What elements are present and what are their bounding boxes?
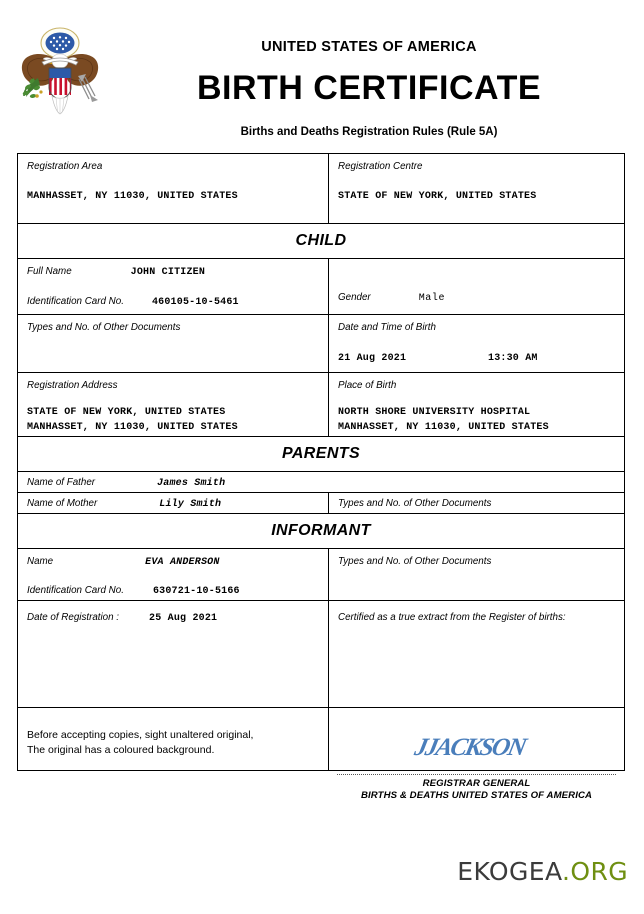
mother-label: Name of Mother (27, 498, 98, 509)
signature-caption (329, 778, 624, 803)
registration-date-cell (18, 601, 329, 707)
rules-subtitle: Births and Deaths Registration Rules (Rule 5A) (240, 125, 498, 138)
child-gender-label: Gender (338, 292, 371, 303)
country-title: UNITED STATES OF AMERICA (261, 39, 477, 55)
footer-note-line2: The original has a coloured background. (27, 744, 215, 757)
registrar-signature: JJACKSON (412, 734, 528, 761)
mother-row (18, 493, 624, 514)
certification-label: Certified as a true extract from the Register of births: (338, 612, 566, 623)
father-row (18, 472, 624, 493)
page-title: BIRTH CERTIFICATE (196, 68, 542, 107)
registration-date-value: 25 Aug 2021 (149, 613, 218, 624)
signature-divider (337, 774, 616, 775)
father-line (27, 476, 615, 492)
site-watermark (457, 857, 628, 886)
informant-name-value: EVA ANDERSON (145, 557, 220, 568)
child-id-label: Identification Card No. (27, 295, 124, 307)
child-section-title: CHILD (295, 232, 347, 249)
informant-id-value: 630721-10-5166 (152, 585, 240, 597)
child-address-row (18, 373, 624, 437)
child-birth-datetime-cell (329, 315, 624, 372)
place-of-birth-label: Place of Birth (338, 380, 397, 391)
child-name-row (18, 259, 624, 315)
child-gender-value: Male (418, 293, 446, 304)
watermark-name: EKOGEA (457, 857, 563, 886)
child-birth-datetime-values (338, 352, 615, 367)
registration-date-row (18, 601, 624, 708)
registration-row (18, 154, 624, 224)
informant-name-line (27, 555, 319, 571)
parents-section-row (18, 437, 624, 472)
place-of-birth-line2: MANHASSET, NY 11030, UNITED STATES (338, 421, 549, 433)
informant-name-label: Name (27, 556, 54, 567)
child-other-documents-cell (18, 315, 329, 372)
registration-area-cell (18, 154, 329, 223)
child-birth-time-value: 13:30 AM (488, 353, 538, 365)
registration-centre-value: STATE OF NEW YORK, UNITED STATES (338, 191, 537, 203)
child-full-name-label: Full Name (27, 266, 72, 277)
footer-note-cell (18, 708, 329, 770)
father-value: James Smith (157, 478, 226, 489)
child-section-row (18, 224, 624, 259)
parents-section-title: PARENTS (281, 445, 361, 462)
registration-date-line (27, 611, 319, 627)
registration-address-label: Registration Address (27, 380, 118, 391)
informant-name-cell (18, 549, 329, 600)
informant-id-label: Identification Card No. (27, 584, 124, 596)
registration-date-label: Date of Registration : (27, 612, 120, 623)
mother-line (27, 497, 319, 513)
certificate-header (0, 0, 644, 138)
child-id-value: 460105-10-5461 (151, 296, 239, 308)
registration-area-value: MANHASSET, NY 11030, UNITED STATES (27, 191, 238, 203)
child-other-documents-label: Types and No. of Other Documents (27, 322, 181, 333)
mother-cell (18, 493, 329, 513)
child-documents-row (18, 315, 624, 373)
watermark-tld: .ORG (562, 857, 628, 886)
mother-value: Lily Smith (159, 499, 222, 510)
father-label: Name of Father (27, 477, 96, 488)
child-id-line (27, 295, 319, 311)
informant-section-title: INFORMANT (271, 522, 371, 539)
place-of-birth-line1: NORTH SHORE UNIVERSITY HOSPITAL (338, 407, 531, 419)
signature-cell (329, 708, 624, 802)
registration-address-line1: STATE OF NEW YORK, UNITED STATES (27, 407, 226, 419)
signature-block (329, 708, 624, 802)
informant-id-line (27, 584, 319, 600)
father-cell (18, 472, 624, 492)
header-titles (104, 40, 634, 138)
child-full-name-value: JOHN CITIZEN (130, 267, 206, 278)
registration-centre-cell (329, 154, 624, 223)
informant-section-row (18, 514, 624, 549)
great-seal-icon (16, 26, 104, 118)
parents-other-documents-cell (329, 493, 624, 513)
informant-other-documents-cell (329, 549, 624, 600)
registration-address-line2: MANHASSET, NY 11030, UNITED STATES (27, 421, 238, 433)
place-of-birth-cell (329, 373, 624, 436)
certification-cell (329, 601, 624, 707)
registration-centre-label: Registration Centre (338, 161, 423, 172)
signature-caption-line2: BIRTHS & DEATHS UNITED STATES OF AMERICA (360, 790, 593, 802)
footer-note-line1: Before accepting copies, sight unaltered original, (27, 729, 254, 741)
child-full-name-line (27, 265, 319, 281)
parents-other-documents-label: Types and No. of Other Documents (338, 498, 492, 509)
informant-name-row (18, 549, 624, 601)
footer-row (18, 708, 624, 802)
child-gender-cell (329, 259, 624, 314)
registration-area-label: Registration Area (27, 161, 103, 172)
certificate-table (17, 153, 625, 802)
informant-other-documents-label: Types and No. of Other Documents (338, 556, 492, 567)
child-birth-date-value: 21 Aug 2021 (338, 353, 407, 365)
child-gender-line (338, 291, 615, 307)
child-birth-datetime-label: Date and Time of Birth (338, 322, 436, 333)
registration-address-cell (18, 373, 329, 436)
signature-caption-line1: REGISTRAR GENERAL (422, 778, 531, 789)
child-name-cell (18, 259, 329, 314)
